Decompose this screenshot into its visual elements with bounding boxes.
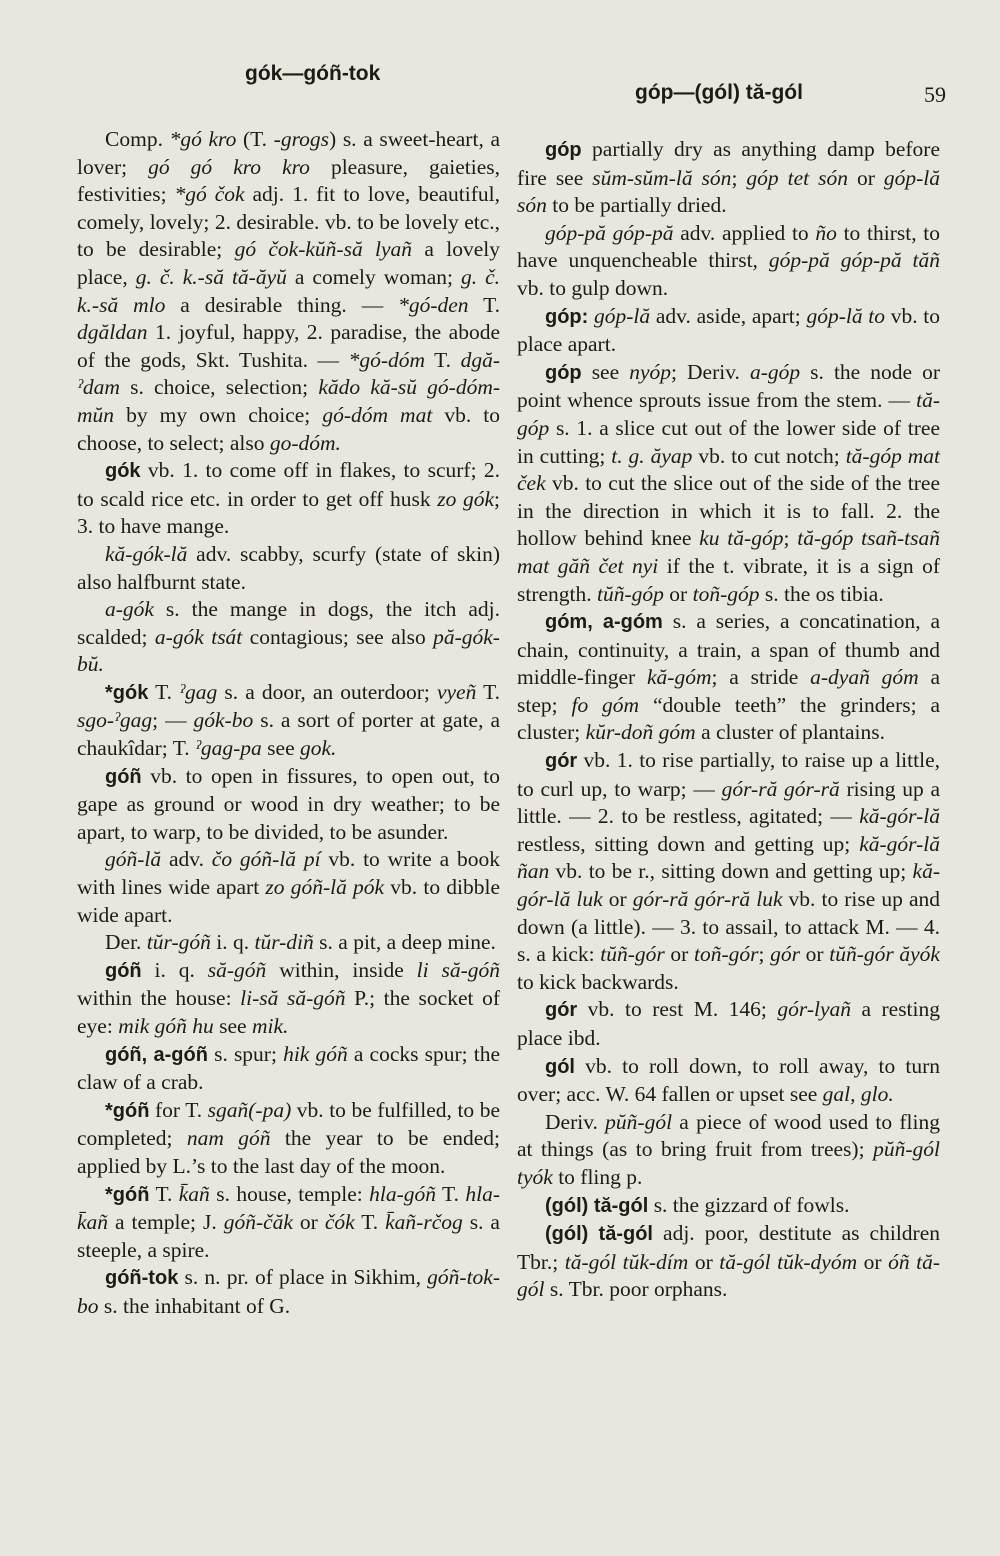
dictionary-entry <box>517 136 940 220</box>
definition-text: vb. to be fulfilled, to be completed; <box>77 1097 500 1151</box>
italic-term: tŭr-diñ <box>254 930 314 955</box>
definition-text: ; Deriv. <box>670 359 750 384</box>
dictionary-entry <box>77 541 500 596</box>
italic-term: kădo kă-sŭ gó-dóm-mŭn <box>77 375 500 427</box>
italic-term: *gó-den <box>398 292 469 317</box>
italic-term: pŭñ-gól <box>605 1109 673 1134</box>
italic-term: *gó-dóm <box>348 347 425 372</box>
definition-text: Der. <box>105 930 147 955</box>
definition-text: vb. to be r., sitting down and getting up; <box>549 859 913 884</box>
definition-text: vb. to choose, to select; also <box>77 402 500 455</box>
italic-term: sgo-ˀgag <box>77 708 153 733</box>
right-running-head: góp—(gól) tă-gól <box>635 81 803 104</box>
definition-text: P.; the socket of eye: <box>77 986 500 1038</box>
definition-text: or <box>664 942 694 967</box>
italic-term: kă-góm <box>647 665 712 690</box>
italic-term: tŭñ-gór ăyók <box>829 942 940 967</box>
definition-text: (T. <box>236 127 274 151</box>
italic-term: ˀgag <box>179 679 218 704</box>
italic-term: -grogs <box>273 127 330 151</box>
definition-text: T. <box>148 679 180 704</box>
italic-term: sgañ(-pa) <box>207 1097 292 1122</box>
definition-text: vb. to open in fissures, to open out, to gape as ground or wood in dry weather; to be apart, to warp, to be divided, to be asunder. <box>77 763 500 844</box>
italic-term: gal, glo. <box>822 1082 894 1107</box>
italic-term: sŭm-sŭm-lă són <box>592 165 732 190</box>
dictionary-entry <box>517 1192 940 1221</box>
headword: (gól) tă-gól <box>545 1223 653 1246</box>
definition-text: adv. aside, apart; <box>650 303 807 328</box>
italic-term: óñ tă-gól <box>517 1249 940 1302</box>
dictionary-entry <box>517 747 940 996</box>
definition-text: s. the inhabitant of G. <box>98 1293 291 1318</box>
italic-term: góp-lă són <box>517 165 940 218</box>
italic-term: tă-góp <box>517 388 940 440</box>
italic-term: dgă-ˀdam <box>77 347 500 400</box>
definition-text: see <box>261 736 300 761</box>
italic-term: vyeñ <box>436 679 477 704</box>
italic-term: kă-gók-lă <box>105 541 188 566</box>
definition-text: by my own choice; <box>114 402 323 427</box>
definition-text: s. a door, an outerdoor; <box>217 679 437 704</box>
headword: gór <box>545 750 578 773</box>
headword: gól <box>545 1055 575 1078</box>
definition-text: s. a sort of porter at gate, a chaukîdar; T. <box>77 708 500 761</box>
definition-text: within the house: <box>77 986 241 1011</box>
definition-text: or <box>602 887 633 912</box>
definition-text: pleasure, gaieties, festivities; <box>77 154 501 207</box>
headword: gók <box>105 460 141 483</box>
headword: góñ <box>105 765 142 788</box>
italic-term: zo góñ-lă pók <box>265 875 385 900</box>
definition-text: s. a steeple, a spire. <box>77 1210 500 1262</box>
definition-text: or <box>800 942 830 967</box>
definition-text: T. <box>354 1210 386 1235</box>
italic-term: a-góp <box>749 359 801 384</box>
definition-text: partially dry as anything damp before fire see <box>517 137 940 190</box>
definition-text: to kick backwards. <box>517 969 679 994</box>
definition-text: s. Tbr. poor orphans. <box>544 1277 728 1302</box>
italic-term: góñ-lă <box>105 847 162 872</box>
italic-term: li-să să-góñ <box>240 986 346 1011</box>
italic-term: tă-góp tsañ-tsañ mat găñ čet nyi <box>517 526 941 578</box>
definition-text: s. a series, a concatination, a chain, continuity, a train, a span of thumb and middle-finger <box>517 609 940 690</box>
italic-term: góñ-tok-bo <box>77 1265 500 1318</box>
italic-term: tă-gól tŭk-dím <box>564 1249 689 1274</box>
definition-text: ; 3. to have mange. <box>77 486 500 539</box>
italic-term: gór-lyañ <box>777 997 852 1022</box>
definition-text: a step; <box>517 665 940 717</box>
definition-text: vb. to roll down, to roll away, to turn over; acc. W. 64 fallen or upset see <box>517 1053 940 1107</box>
italic-term: hla-góñ <box>369 1181 437 1206</box>
italic-term: gór <box>770 942 800 967</box>
headword: góñ, a-góñ <box>105 1043 208 1066</box>
dictionary-entry <box>77 126 500 457</box>
dictionary-entry <box>517 220 940 303</box>
definition-text: see <box>213 1014 252 1038</box>
definition-text: or <box>688 1249 720 1274</box>
italic-term: čók <box>324 1210 355 1235</box>
italic-term: tŭñ-gór <box>600 942 665 967</box>
italic-term: zo gók <box>437 486 494 511</box>
headword: góp: <box>545 305 589 328</box>
dictionary-entry <box>77 457 500 541</box>
dictionary-entry <box>77 1264 500 1320</box>
italic-term: ˀgag-pa <box>195 736 262 761</box>
dictionary-entry <box>77 1181 500 1265</box>
italic-term: toñ-góp <box>692 581 760 606</box>
definition-text: the year to be ended; applied by L.’s to the last day of the moon. <box>77 1126 501 1178</box>
headword: gór <box>545 999 578 1022</box>
italic-term: g. č. k.-să tă-ăyŭ <box>135 264 287 289</box>
headword: *góñ <box>105 1183 150 1206</box>
left-running-head: gók—góñ-tok <box>245 62 381 85</box>
dictionary-entry <box>517 1053 940 1109</box>
definition-text: rising up a little. — 2. to be restless, agitated; — <box>517 776 940 829</box>
italic-term: pă-gók-bŭ. <box>77 624 500 677</box>
italic-term: gok. <box>299 736 337 761</box>
definition-text: within, inside <box>266 957 417 982</box>
definition-text: s. the gizzard of fowls. <box>648 1192 850 1217</box>
italic-term: go-dóm. <box>269 430 341 455</box>
italic-term: gók-bo <box>193 708 254 733</box>
definition-text: s. the os tibia. <box>759 581 884 606</box>
definition-text: a desirable thing. — <box>165 292 399 317</box>
definition-text: vb. 1. to rise partially, to raise up a little, to curl up, to warp; — <box>517 748 940 801</box>
italic-term: mik góñ hu <box>118 1014 214 1038</box>
definition-text: “double teeth” the grinders; a cluster; <box>517 692 940 745</box>
definition-text: to be partially dried. <box>546 193 727 218</box>
italic-term: *gó čok <box>174 182 245 207</box>
italic-term: hla-k̄añ <box>77 1181 501 1235</box>
italic-term: t. g. ăyap <box>611 443 693 468</box>
italic-term: ño <box>815 220 837 245</box>
headword: góm, a-góm <box>545 611 663 634</box>
definition-text: vb. to write a book with lines wide apart <box>77 847 500 900</box>
definition-text: s. 1. a slice cut out of the lower side of tree in cutting; <box>517 415 940 468</box>
definition-text: vb. to gulp down. <box>517 275 669 300</box>
headword: *gók <box>105 681 149 704</box>
definition-text: adv. <box>161 847 212 872</box>
definition-text: s. the mange in dogs, the itch adj. scalded; <box>77 597 500 649</box>
definition-text: vb. to rise up and down (a little). — 3. to assail, to attack M. — 4. s. a kick: <box>517 887 940 967</box>
italic-term: hik góñ <box>283 1041 348 1066</box>
definition-text: 1. joyful, happy, 2. paradise, the abode of the gods, Skt. Tushita. — <box>77 320 500 372</box>
headword: (gól) tă-gól <box>545 1194 649 1217</box>
italic-term: góp-pă góp-pă tăñ <box>768 248 940 273</box>
definition-text: ; a stride <box>711 665 811 690</box>
definition-text: s. choice, selection; <box>119 375 319 400</box>
definition-text: a comely woman; <box>286 264 461 289</box>
definition-text: Comp. <box>105 127 170 151</box>
definition-text: vb. 1. to come off in flakes, to scurf; 2. to scald rice etc. in order to get off husk <box>77 458 500 511</box>
italic-term: a-gók <box>105 597 154 622</box>
dictionary-entry <box>77 957 500 1041</box>
italic-term: gó-dóm mat <box>322 402 433 427</box>
dictionary-entry <box>77 596 500 679</box>
definition-text: a cluster of plantains. <box>695 720 885 745</box>
italic-term: tă-gól tŭk-dyóm <box>719 1249 858 1274</box>
italic-term: góp-lă <box>594 303 651 328</box>
definition-text: or <box>663 581 693 606</box>
italic-term: góñ-čăk <box>223 1210 293 1235</box>
definition-text: restless, sitting down and getting up; <box>517 831 860 856</box>
italic-term: ku tă-góp <box>699 526 784 551</box>
italic-term: a-dyañ góm <box>810 665 919 690</box>
italic-term: tŭr-góñ <box>146 930 211 955</box>
definition-text: or <box>857 1249 889 1274</box>
dictionary-entry <box>77 1041 500 1097</box>
definition-text: to thirst, to have unquencheable thirst, <box>517 220 940 273</box>
definition-text: s. a pit, a deep mine. <box>313 930 496 955</box>
definition-text: ; <box>758 942 771 967</box>
definition-text: vb. to cut the slice out of the side of the tree in the direction in which it is to fall. 2. the hollow behind knee <box>517 471 940 551</box>
definition-text: if the t. vibrate, it is a sign of strength. <box>517 553 940 606</box>
definition-text: adv. scabby, scurfy (state of skin) also halfburnt state. <box>77 541 500 594</box>
definition-text: a temple; J. <box>108 1210 224 1235</box>
italic-term: nyóp <box>629 359 671 384</box>
definition-text: vb. to cut notch; <box>692 443 846 468</box>
definition-text: s. the node or point whence sprouts issue from the stem. — <box>517 359 940 413</box>
definition-text: Deriv. <box>545 1109 606 1134</box>
dictionary-entry <box>517 1220 940 1304</box>
italic-term: gór-ră gór-ră luk <box>632 887 783 912</box>
italic-term: gó čok-kŭñ-să lyañ <box>234 237 413 262</box>
definition-text: ; <box>783 526 798 551</box>
definition-text: ; <box>731 165 747 190</box>
headword: góñ-tok <box>105 1267 179 1290</box>
definition-text: ) s. a sweet-heart, a lover; <box>77 127 500 179</box>
dictionary-entry <box>517 359 940 608</box>
definition-text: for T. <box>149 1097 208 1122</box>
dictionary-entry <box>517 303 940 359</box>
dictionary-entry <box>517 608 940 747</box>
definition-text: vb. to rest M. 146; <box>577 997 778 1022</box>
definition-text: or <box>847 165 884 190</box>
italic-term: a-gók tsát <box>154 624 243 649</box>
definition-text: a cocks spur; the claw of a crab. <box>77 1041 500 1095</box>
right-column <box>517 136 940 1304</box>
italic-term: kă-gór-lă <box>859 804 940 829</box>
definition-text: a resting place ibd. <box>517 997 941 1050</box>
italic-term: nam góñ <box>186 1126 271 1151</box>
headword: góp <box>545 361 582 384</box>
italic-term: góp-lă to <box>806 303 886 328</box>
definition-text: i. q. <box>210 930 255 955</box>
definition-text: vb. to dibble wide apart. <box>77 875 501 927</box>
definition-text: s. spur; <box>207 1041 284 1066</box>
definition-text: see <box>581 359 630 384</box>
definition-text: s. house, temple: <box>209 1181 370 1206</box>
italic-term: fo góm <box>571 692 640 717</box>
italic-term: kŭr-doñ góm <box>585 720 696 745</box>
italic-term: tă-góp mat ček <box>517 443 941 496</box>
italic-term: čo góñ-lă pí <box>211 847 321 872</box>
italic-term: kă-gór-lă ñan <box>517 831 940 884</box>
italic-term: k̄añ-rčog <box>385 1210 463 1235</box>
italic-term: dgăldan <box>77 320 148 345</box>
definition-text: or <box>292 1210 325 1235</box>
italic-term: góp-pă góp-pă <box>545 220 674 245</box>
definition-text: s. n. pr. of place in Sikhim, <box>178 1265 428 1290</box>
definition-text: adj. 1. fit to love, beautiful, comely, lovely; 2. desirable. vb. to be lovely etc., to be desirable; <box>77 182 500 262</box>
definition-text: i. q. <box>141 957 208 982</box>
dictionary-entry <box>517 1109 940 1192</box>
italic-term: tŭñ-góp <box>597 581 664 606</box>
italic-term: li să-góñ <box>416 957 500 982</box>
definition-text: T. <box>149 1181 179 1206</box>
definition-text: adj. poor, destitute as children Tbr.; <box>517 1221 940 1274</box>
italic-term: mik. <box>251 1014 289 1038</box>
italic-term: g. č. k.-să mlo <box>77 264 501 317</box>
dictionary-entry <box>77 763 500 847</box>
dictionary-entry <box>77 929 500 957</box>
italic-term: pŭñ-gól tyók <box>517 1137 940 1189</box>
definition-text: contagious; see also <box>242 624 434 649</box>
italic-term: k̄añ <box>178 1181 210 1206</box>
italic-term: să-góñ <box>207 957 267 982</box>
headword: góp <box>545 139 582 161</box>
definition-text: T. <box>425 347 461 372</box>
headword: *góñ <box>105 1099 150 1122</box>
left-column <box>77 126 500 1321</box>
definition-text: a piece of wood used to fling at things (as to bring fruit from trees); <box>517 1109 940 1162</box>
headword: góñ <box>105 959 142 982</box>
dictionary-entry <box>77 846 500 929</box>
italic-term: *gó kro <box>169 127 237 151</box>
definition-text: T. <box>436 1181 466 1206</box>
definition-text: T. <box>476 679 500 704</box>
definition-text: T. <box>468 292 500 317</box>
definition-text: vb. to place apart. <box>517 303 941 357</box>
page-number: 59 <box>924 82 946 107</box>
dictionary-entry <box>517 996 940 1052</box>
italic-term: gó gó kro kro <box>148 154 310 179</box>
italic-term: toñ-gór <box>693 942 759 967</box>
dictionary-entry <box>77 679 500 763</box>
italic-term: gór-ră gór-ră <box>721 776 840 801</box>
definition-text: to fling p. <box>552 1164 643 1189</box>
italic-term: góp tet són <box>746 165 848 190</box>
definition-text: a lovely place, <box>77 237 500 289</box>
dictionary-entry <box>77 1097 500 1181</box>
italic-term: kă-gór-lă luk <box>517 859 940 912</box>
definition-text: adv. applied to <box>673 220 816 245</box>
definition-text: ; — <box>152 708 194 733</box>
